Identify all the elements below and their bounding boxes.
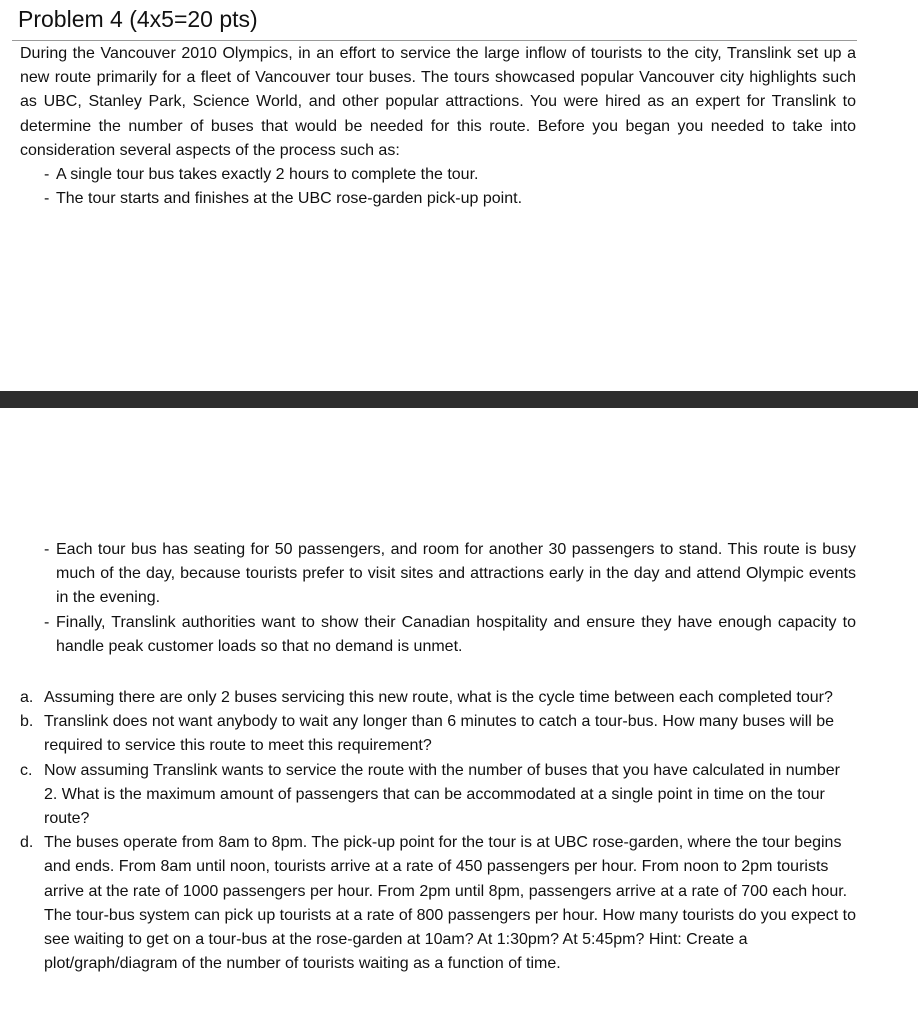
aspect-list-page1	[20, 163, 856, 211]
question-text: Now assuming Translink wants to service the route with the number of buses that you have calculated in number 2. What is the maximum amount of passengers that can be accommodated at a single point in time on the tour route?	[44, 761, 840, 828]
question-c	[20, 759, 856, 832]
question-label: a.	[20, 689, 34, 706]
aspect-item: - Each tour bus has seating for 50 passengers, and room for another 30 passengers to stand. This route is busy much of the day, because tourists prefer to visit sites and attractions early in the day and attend Olympic events in the evening.	[20, 538, 856, 611]
questions-section	[20, 686, 856, 976]
intro-section	[20, 42, 856, 211]
question-text: Assuming there are only 2 buses servicing this new route, what is the cycle time between each completed tour?	[44, 689, 833, 706]
question-d	[20, 831, 856, 976]
aspect-item: - A single tour bus takes exactly 2 hours to complete the tour.	[20, 163, 856, 187]
page-break-bar	[0, 391, 918, 408]
problem-title: Problem 4 (4x5=20 pts)	[18, 6, 258, 32]
question-label: b.	[20, 713, 34, 731]
aspect-list-page2	[20, 538, 856, 659]
question-text: The buses operate from 8am to 8pm. The pick-up point for the tour is at UBC rose-garden, where the tour begins and ends. From 8am until noon, tourists arrive at a rate of 450 passengers per hour. From noon to 2pm tourists arrive at the rate of 1000 passengers per hour. From 2pm until 8pm, passengers arrive at a rate of 700 each hour. The tour-bus system can pick up tourists at a rate of 800 passengers per hour. How many tourists do you expect to see waiting to get on a tour-bus at the rose-garden at 10am? At 1:30pm? At 5:45pm? Hint: Create a plot/graph/diagram of the number of tourists waiting as a function of time.	[44, 834, 856, 973]
question-label: d.	[20, 834, 34, 852]
aspect-item: - The tour starts and finishes at the UBC rose-garden pick-up point.	[20, 187, 856, 211]
intro-paragraph: During the Vancouver 2010 Olympics, in an effort to service the large inflow of tourists to the city, Translink set up a new route primarily for a fleet of Vancouver tour buses. The tours showcased popular Vancouver city highlights such as UBC, Stanley Park, Science World, and other popular attractions. You were hired as an expert for Translink to determine the number of buses that would be needed for this route. Before you began you needed to take into consideration several aspects of the process such as:	[20, 45, 856, 159]
question-a	[20, 686, 856, 710]
question-label: c.	[20, 761, 33, 779]
title-divider	[12, 40, 857, 41]
question-b	[20, 710, 856, 758]
question-list	[20, 686, 856, 976]
aspect-item: - Finally, Translink authorities want to show their Canadian hospitality and ensure they have enough capacity to handle peak customer loads so that no demand is unmet.	[20, 611, 856, 659]
question-text: Translink does not want anybody to wait any longer than 6 minutes to catch a tour-bus. How many buses will be required to service this route to meet this requirement?	[44, 713, 835, 755]
aspects-continued-section	[20, 538, 856, 659]
